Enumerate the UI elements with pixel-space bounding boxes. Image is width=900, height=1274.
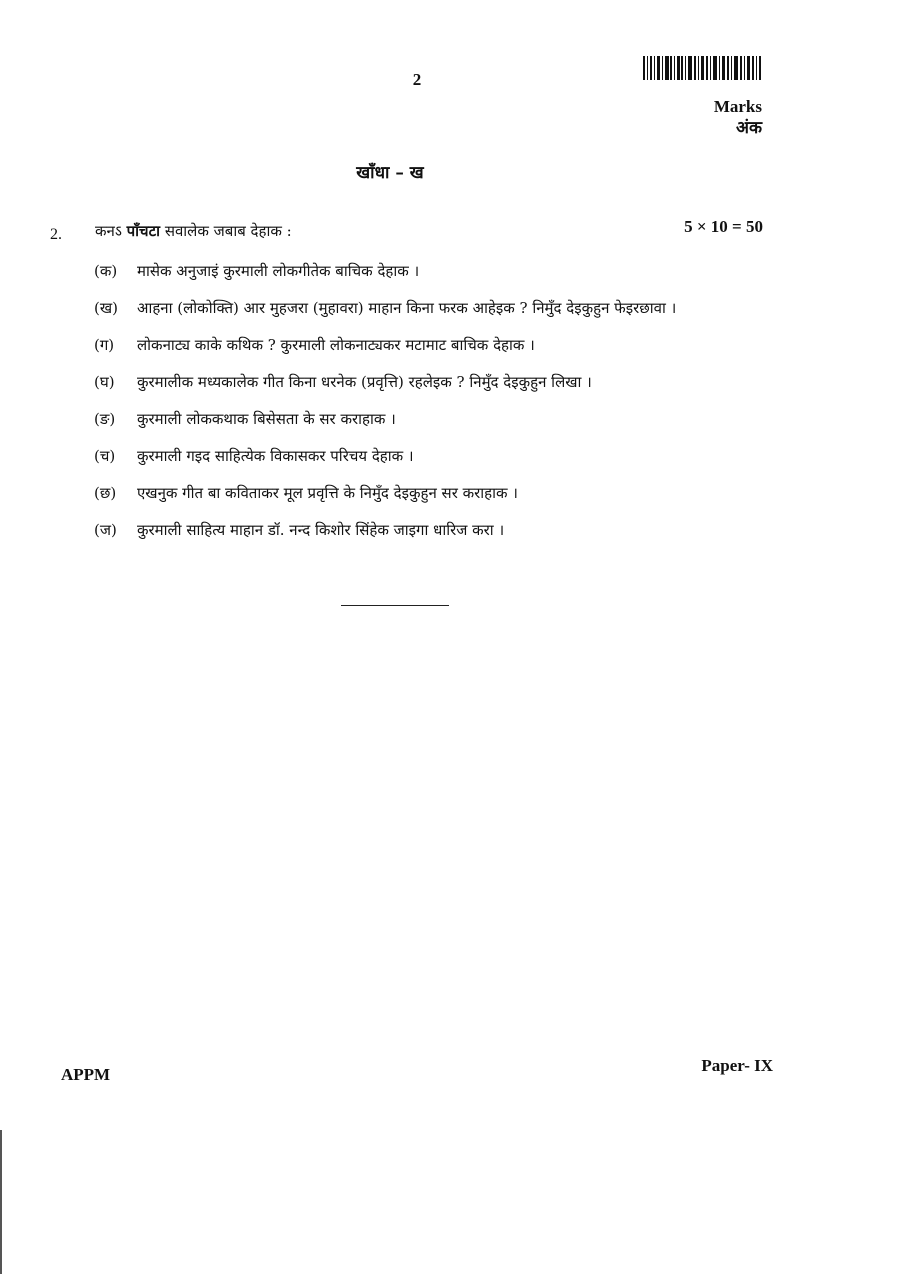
sub-question-text: कुरमालीक मध्यकालेक गीत किना धरनेक (प्रवृत्ति) रहलेइक ? निमुँद देइकुहुन लिखा । bbox=[137, 373, 592, 391]
sub-question-item bbox=[94, 478, 744, 509]
sub-question-item bbox=[94, 404, 744, 435]
question-number: 2. bbox=[50, 226, 62, 243]
footer-paper-label: Paper- IX bbox=[701, 1056, 773, 1075]
end-divider bbox=[341, 605, 449, 606]
instruction-suffix: सवालेक जबाब देहाक : bbox=[164, 222, 292, 240]
sub-question-text: कुरमाली लोककथाक बिसेसता के सर कराहाक । bbox=[137, 410, 396, 428]
sub-question-label: (च) bbox=[94, 447, 116, 465]
page-number: 2 bbox=[412, 70, 422, 89]
sub-question-label: (घ) bbox=[94, 373, 115, 391]
marks-label-en: Marks bbox=[713, 97, 762, 116]
question-marks: 5 × 10 = 50 bbox=[684, 217, 763, 236]
sub-question-label: (ग) bbox=[94, 336, 115, 354]
sub-question-label: (छ) bbox=[94, 484, 117, 502]
sub-question-item bbox=[94, 441, 744, 472]
sub-question-text: एखनुक गीत बा कविताकर मूल प्रवृत्ति के निमुँद देइकुहुन सर कराहाक । bbox=[137, 484, 518, 502]
sub-question-text: मासेक अनुजाइं कुरमाली लोकगीतेक बाचिक देहाक । bbox=[137, 262, 420, 280]
sub-question-list bbox=[94, 256, 744, 552]
scan-edge-line bbox=[0, 1130, 2, 1274]
sub-question-label: (ख) bbox=[94, 299, 118, 317]
sub-question-text: लोकनाट्य काके कथिक ? कुरमाली लोकनाट्यकर मटामाट बाचिक देहाक । bbox=[137, 336, 535, 354]
marks-column-label bbox=[714, 96, 762, 138]
question-instruction bbox=[95, 221, 292, 241]
sub-question-item bbox=[94, 330, 744, 361]
sub-question-label: (ङ) bbox=[94, 410, 116, 428]
sub-question-item bbox=[94, 367, 744, 398]
sub-question-label: (क) bbox=[94, 262, 118, 280]
barcode bbox=[643, 56, 761, 80]
sub-question-label: (ज) bbox=[94, 521, 117, 539]
sub-question-item bbox=[94, 515, 744, 546]
sub-question-text: कुरमाली गइद साहित्येक विकासकर परिचय देहाक । bbox=[137, 447, 414, 465]
sub-question-text: कुरमाली साहित्य माहान डॉ. नन्द किशोर सिंहेक जाइगा धारिज करा । bbox=[137, 521, 505, 539]
section-title: खाँधा – ख bbox=[356, 163, 424, 183]
instruction-bold: पाँचटा bbox=[126, 222, 161, 240]
instruction-prefix: कनऽ bbox=[95, 222, 122, 240]
sub-question-text: आहना (लोकोक्ति) आर मुहजरा (मुहावरा) माहान किना फरक आहेइक ? निमुँद देइकुहुन फेइरछावा । bbox=[137, 299, 677, 317]
sub-question-item bbox=[94, 256, 744, 287]
marks-label-hi: अंक bbox=[735, 118, 762, 137]
footer-code: APPM bbox=[61, 1065, 111, 1084]
sub-question-item bbox=[94, 293, 744, 324]
